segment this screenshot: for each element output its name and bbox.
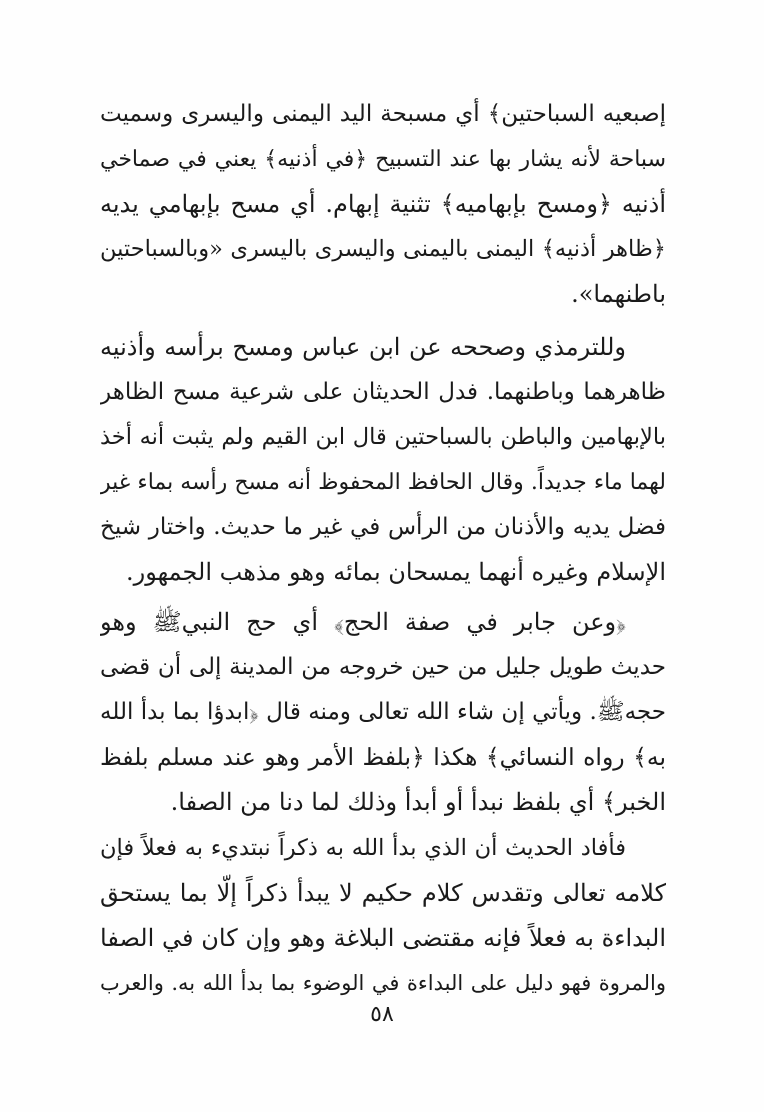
text-line: البداءة به فعلاً فإنه مقتضى البلاغة وهو وإن كان في الصفا	[100, 924, 666, 952]
text-line: الإسلام وغيره أنهما يمسحان بمائه وهو مذهب الجمهور.	[126, 558, 666, 586]
text-line: فأفاد الحديث أن الذي بدأ الله به ذكراً نبتديء به فعلاً فإن	[100, 835, 626, 861]
text-line: الخبر﴾ أي بلفظ نبدأ أو أبدأ وذلك لما دنا من الصفا.	[170, 788, 666, 816]
text-line: بالإبهامين والباطن بالسباحتين قال ابن القيم ولم يثبت أنه أخذ	[100, 424, 666, 450]
text-line: لهما ماء جديداً. وقال الحافظ المحفوظ أنه مسح رأسه بماء غير	[100, 470, 666, 495]
text-line: ﴿ظاهر أذنيه﴾ اليمنى باليمنى واليسرى باليسرى «وبالسباحتين	[100, 236, 666, 262]
paragraph-4	[100, 826, 666, 1006]
text-line: فضل يديه والأذنان من الرأس في غير ما حديث. واختار شيخ	[100, 514, 666, 540]
paragraph-3	[100, 600, 666, 825]
text-line: والمروة فهو دليل على البداءة في الوضوء بما بدأ الله به. والعرب	[100, 971, 666, 995]
text-line: ﴿وعن جابر في صفة الحج﴾ أي حج النبيﷺ وهو	[100, 608, 626, 636]
text-line: كلامه تعالى وتقدس كلام حكيم لا يبدأ ذكراً إلّا بما يستحق	[100, 879, 666, 907]
page-number: ٥٨	[370, 1002, 394, 1027]
text-line: أذنيه ﴿ومسح بإبهاميه﴾ تثنية إبهام. أي مسح بإبهامي يديه	[100, 190, 666, 218]
text-line: حجهﷺ. ويأتي إن شاء الله تعالى ومنه قال ﴿ابدؤا بما بدأ الله	[100, 699, 666, 725]
paragraph-2	[100, 325, 666, 595]
text-line: ظاهرهما وباطنهما. فدل الحديثان على شرعية مسح الظاهر	[100, 379, 666, 405]
text-line: حديث طويل جليل من حين خروجه من المدينة إلى أن قضى	[100, 654, 666, 680]
text-line: سباحة لأنه يشار بها عند التسبيح ﴿في أذنيه﴾ يعني في صماخي	[100, 147, 666, 172]
text-line: إصبعيه السباحتين﴾ أي مسبحة اليد اليمنى واليسرى وسميت	[100, 101, 666, 127]
text-line: به﴾ رواه النسائي﴾ هكذا ﴿بلفظ الأمر وهو عند مسلم بلفظ	[100, 743, 666, 771]
paragraph-1	[100, 92, 666, 317]
text-line: وللترمذي وصححه عن ابن عباس ومسح برأسه وأذنيه	[100, 333, 626, 361]
text-line: باطنهما».	[571, 280, 666, 308]
